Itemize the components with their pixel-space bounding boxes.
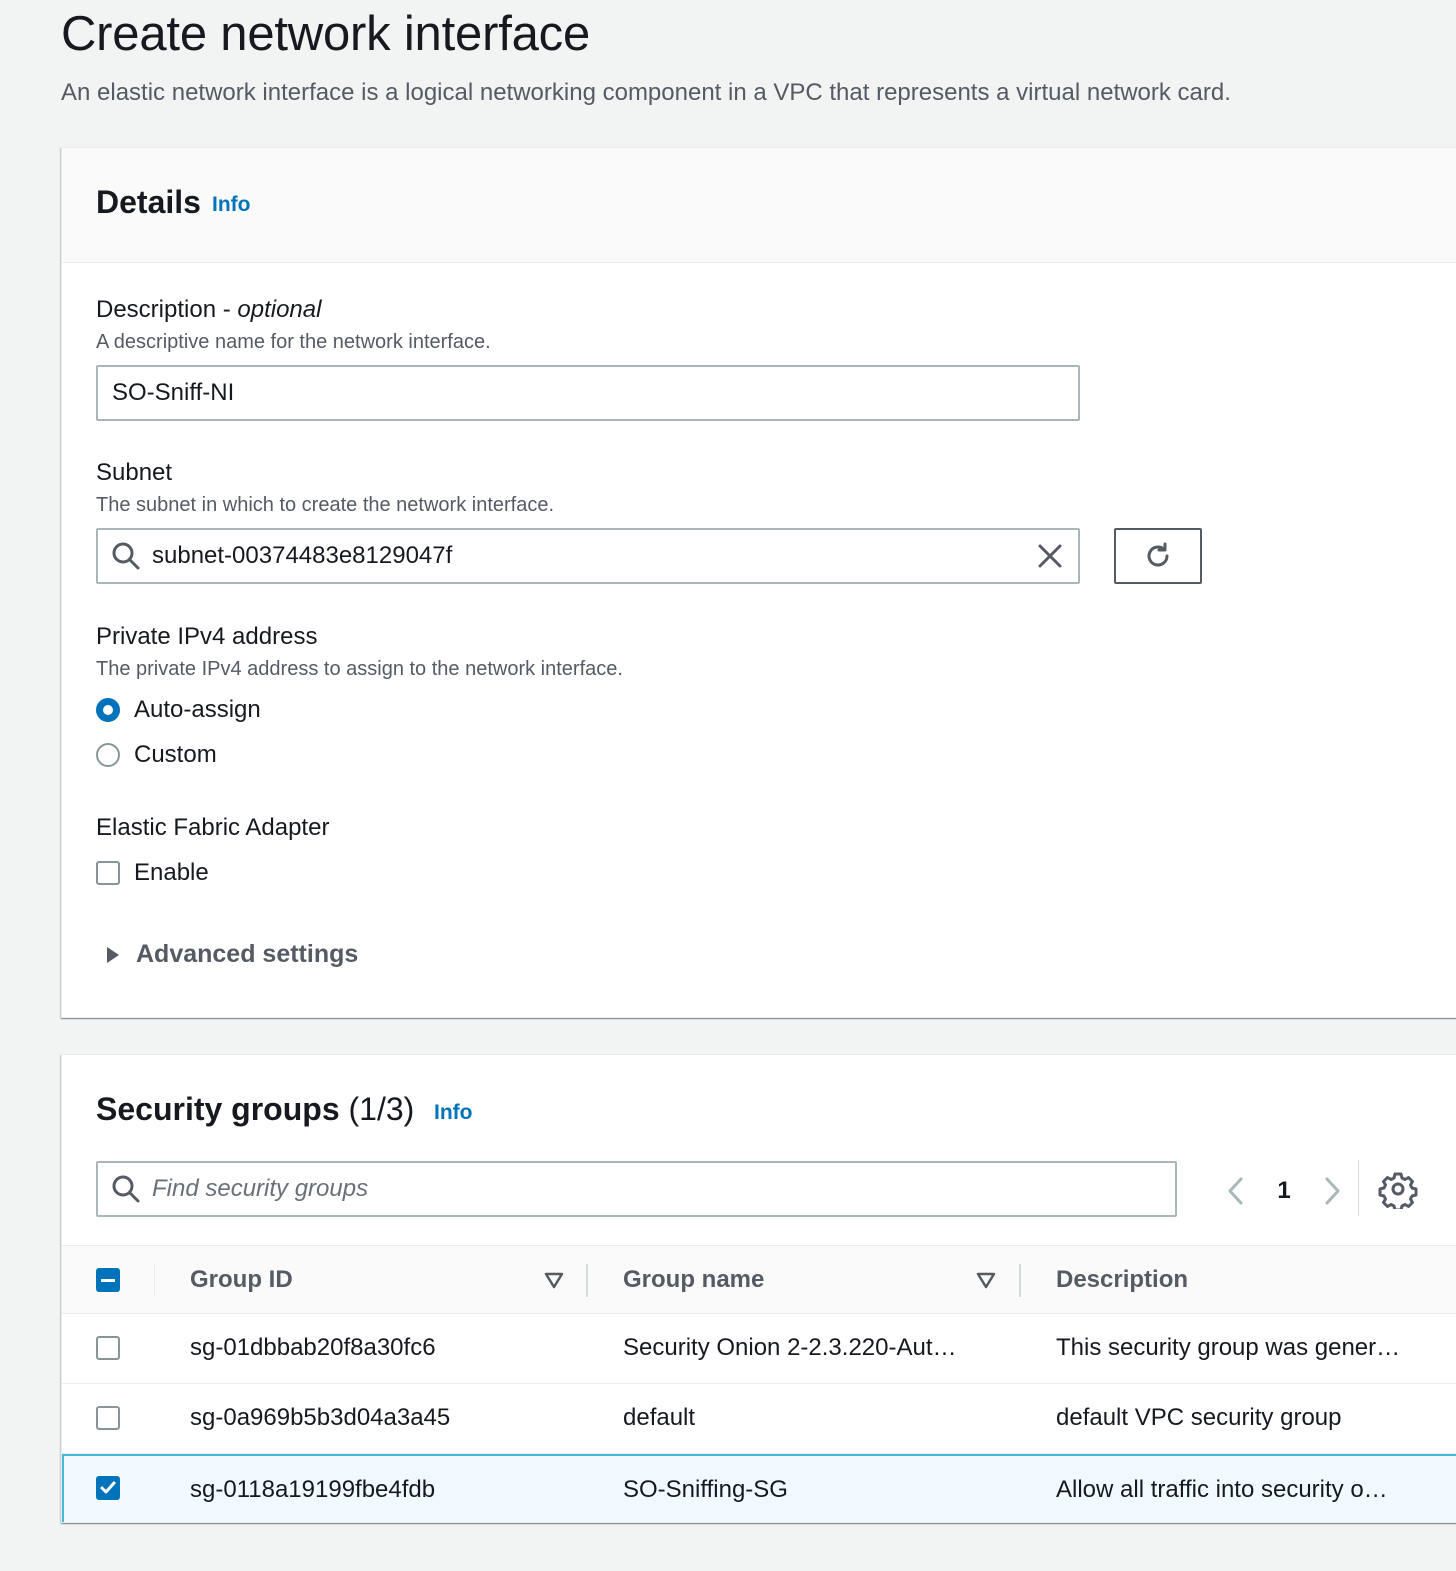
description-input-value: SO-Sniff-NI [112,379,235,406]
caret-right-icon [106,946,120,964]
efa-label: Elastic Fabric Adapter [96,814,330,841]
subnet-value: subnet-00374483e8129047f [152,542,453,569]
cell-group-id: sg-0118a19199fbe4fdb [190,1476,436,1503]
description-input[interactable] [96,365,1080,421]
cell-group-name: default [623,1404,696,1431]
security-groups-count: (1/3) [348,1091,415,1127]
checkmark-icon [99,1479,117,1497]
search-icon [110,1173,142,1205]
search-icon [110,540,142,572]
subnet-hint: The subnet in which to create the network interface. [96,494,555,516]
efa-enable[interactable] [96,859,209,887]
details-header [62,148,1456,263]
column-header-description[interactable]: Description [1056,1265,1189,1293]
minus-icon [101,1279,115,1282]
cell-group-name: SO-Sniffing-SG [623,1476,788,1503]
column-header-group-id[interactable]: Group ID [190,1265,293,1293]
security-groups-search-placeholder: Find security groups [152,1175,369,1202]
advanced-settings-label: Advanced settings [136,940,359,968]
radio-auto-assign[interactable] [96,696,261,724]
details-panel [61,147,1456,1018]
table-row[interactable] [62,1384,1456,1454]
radio-auto-assign-label: Auto-assign [134,696,261,723]
radio-custom-label: Custom [134,741,217,768]
sort-down-icon[interactable] [976,1270,996,1290]
pager-divider [1358,1160,1359,1216]
close-icon[interactable] [1036,542,1064,570]
details-heading: Details [96,184,201,220]
row-checkbox[interactable] [96,1336,120,1360]
security-groups-title: Security groups [96,1091,340,1127]
column-separator[interactable] [586,1264,588,1297]
sort-down-icon[interactable] [544,1270,564,1290]
cell-description: default VPC security group [1056,1404,1342,1431]
security-groups-heading [96,1091,414,1128]
pagination [1212,1163,1356,1219]
prev-page-button[interactable] [1212,1175,1260,1207]
cell-description: This security group was gener… [1056,1334,1401,1361]
subnet-select[interactable] [96,528,1080,584]
select-all-checkbox[interactable] [96,1268,120,1292]
column-header-group-name[interactable]: Group name [623,1265,765,1293]
chevron-left-icon [1226,1175,1246,1207]
refresh-button[interactable] [1114,528,1202,584]
description-hint: A descriptive name for the network interface. [96,331,491,353]
header-separator [154,1264,155,1297]
column-separator[interactable] [1019,1264,1021,1297]
private-ipv4-hint: The private IPv4 address to assign to the network interface. [96,658,623,680]
security-groups-search[interactable] [96,1161,1177,1217]
description-label [96,296,321,324]
refresh-icon [1142,540,1174,572]
table-row-selected[interactable] [62,1454,1456,1523]
private-ipv4-label: Private IPv4 address [96,623,318,650]
row-checkbox[interactable] [96,1406,120,1430]
description-optional-text: optional [237,296,322,323]
table-row[interactable] [62,1314,1456,1384]
page-number[interactable]: 1 [1277,1177,1291,1204]
cell-description: Allow all traffic into security o… [1056,1476,1388,1503]
radio-auto-assign-control[interactable] [96,698,120,722]
advanced-settings-toggle[interactable] [106,940,358,969]
gear-icon[interactable] [1378,1169,1418,1209]
subnet-label: Subnet [96,459,173,486]
chevron-right-icon [1322,1175,1342,1207]
efa-enable-checkbox[interactable] [96,861,120,885]
row-checkbox-checked[interactable] [96,1476,120,1500]
description-label-text: Description - [96,296,238,323]
efa-enable-label: Enable [134,859,209,886]
radio-custom[interactable] [96,741,217,769]
page-subtitle: An elastic network interface is a logical networking component in a VPC that represents a virtual network card. [61,79,1231,106]
table-header [62,1245,1456,1314]
cell-group-name: Security Onion 2-2.3.220-Aut… [623,1334,957,1361]
details-info-link[interactable]: Info [212,193,251,216]
radio-custom-control[interactable] [96,743,120,767]
cell-group-id: sg-0a969b5b3d04a3a45 [190,1404,451,1431]
next-page-button[interactable] [1308,1175,1356,1207]
security-groups-panel [61,1054,1456,1523]
security-groups-info-link[interactable]: Info [434,1101,473,1124]
page-title: Create network interface [61,7,591,61]
cell-group-id: sg-01dbbab20f8a30fc6 [190,1334,436,1361]
